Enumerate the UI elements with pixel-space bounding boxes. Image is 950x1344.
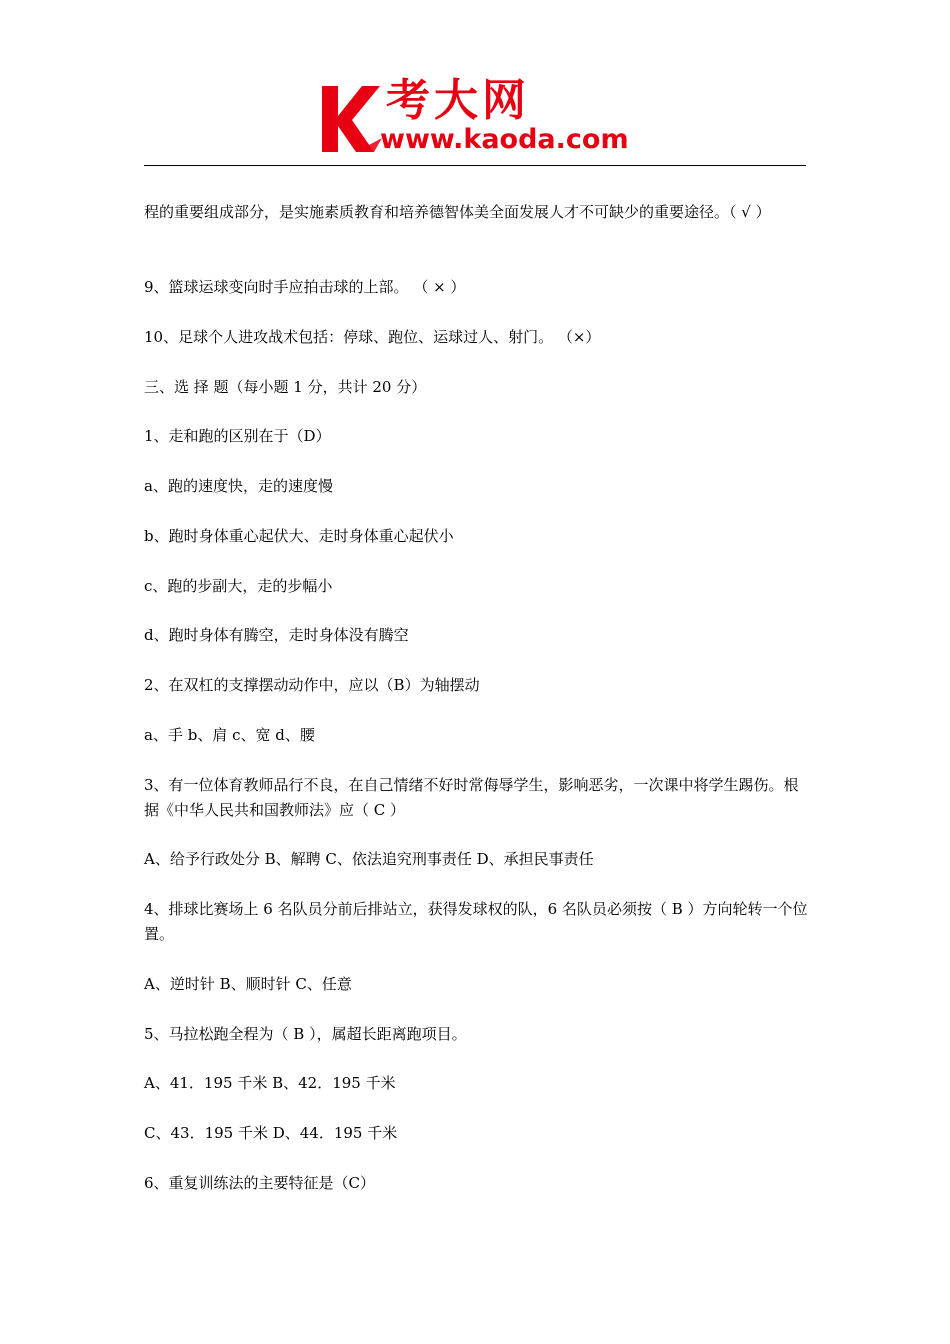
kaoda-logo <box>318 75 648 160</box>
question-1: 1、走和跑的区别在于（D） <box>144 427 331 445</box>
section-heading-choice: 三、选 择 题（每小题 1 分，共计 20 分） <box>144 378 427 396</box>
question-5-options-ab: A、41．195 千米 B、42．195 千米 <box>144 1074 396 1092</box>
true-false-item-10: 10、足球个人进攻战术包括：停球、跑位、运球过人、射门。 （×） <box>144 328 601 346</box>
question-4: 4、排球比赛场上 6 名队员分前后排站立，获得发球权的队，6 名队员必须按（ B ）方向轮转一个位置。 <box>144 900 808 943</box>
question-3-options: A、给予行政处分 B、解聘 C、依法追究刑事责任 D、承担民事责任 <box>144 850 594 868</box>
question-4-options: A、逆时针 B、顺时针 C、任意 <box>144 975 352 993</box>
question-5-options-cd: C、43．195 千米 D、44．195 千米 <box>144 1124 398 1142</box>
question-1-option-d: d、跑时身体有腾空，走时身体没有腾空 <box>144 626 409 644</box>
question-6: 6、重复训练法的主要特征是（C） <box>144 1174 376 1192</box>
question-5: 5、马拉松跑全程为（ B ），属超长距离跑项目。 <box>144 1025 467 1043</box>
question-1-option-c: c、跑的步副大，走的步幅小 <box>144 577 333 595</box>
true-false-item-9: 9、篮球运球变向时手应拍击球的上部。 （ × ） <box>144 278 466 296</box>
paragraph-statement-continued: 程的重要组成部分，是实施素质教育和培养德智体美全面发展人才不可缺少的重要途径。（ √ ） <box>144 203 771 221</box>
question-2-options: a、手 b、肩 c、宽 d、腰 <box>144 726 315 744</box>
logo-k-icon <box>318 82 384 154</box>
question-2: 2、在双杠的支撑摆动动作中，应以（B）为轴摆动 <box>144 676 480 694</box>
question-1-option-b: b、跑时身体重心起伏大、走时身体重心起伏小 <box>144 527 454 545</box>
logo-url-text: www.kaoda.com <box>380 124 629 155</box>
logo-chinese-text: 考大网 <box>386 75 530 126</box>
question-3: 3、有一位体育教师品行不良，在自己情绪不好时常侮辱学生，影响恶劣，一次课中将学生踢伤。根据《中华人民共和国教师法》应（ C ） <box>144 776 799 819</box>
question-1-option-a: a、跑的速度快，走的速度慢 <box>144 477 333 495</box>
header-divider <box>144 165 806 166</box>
